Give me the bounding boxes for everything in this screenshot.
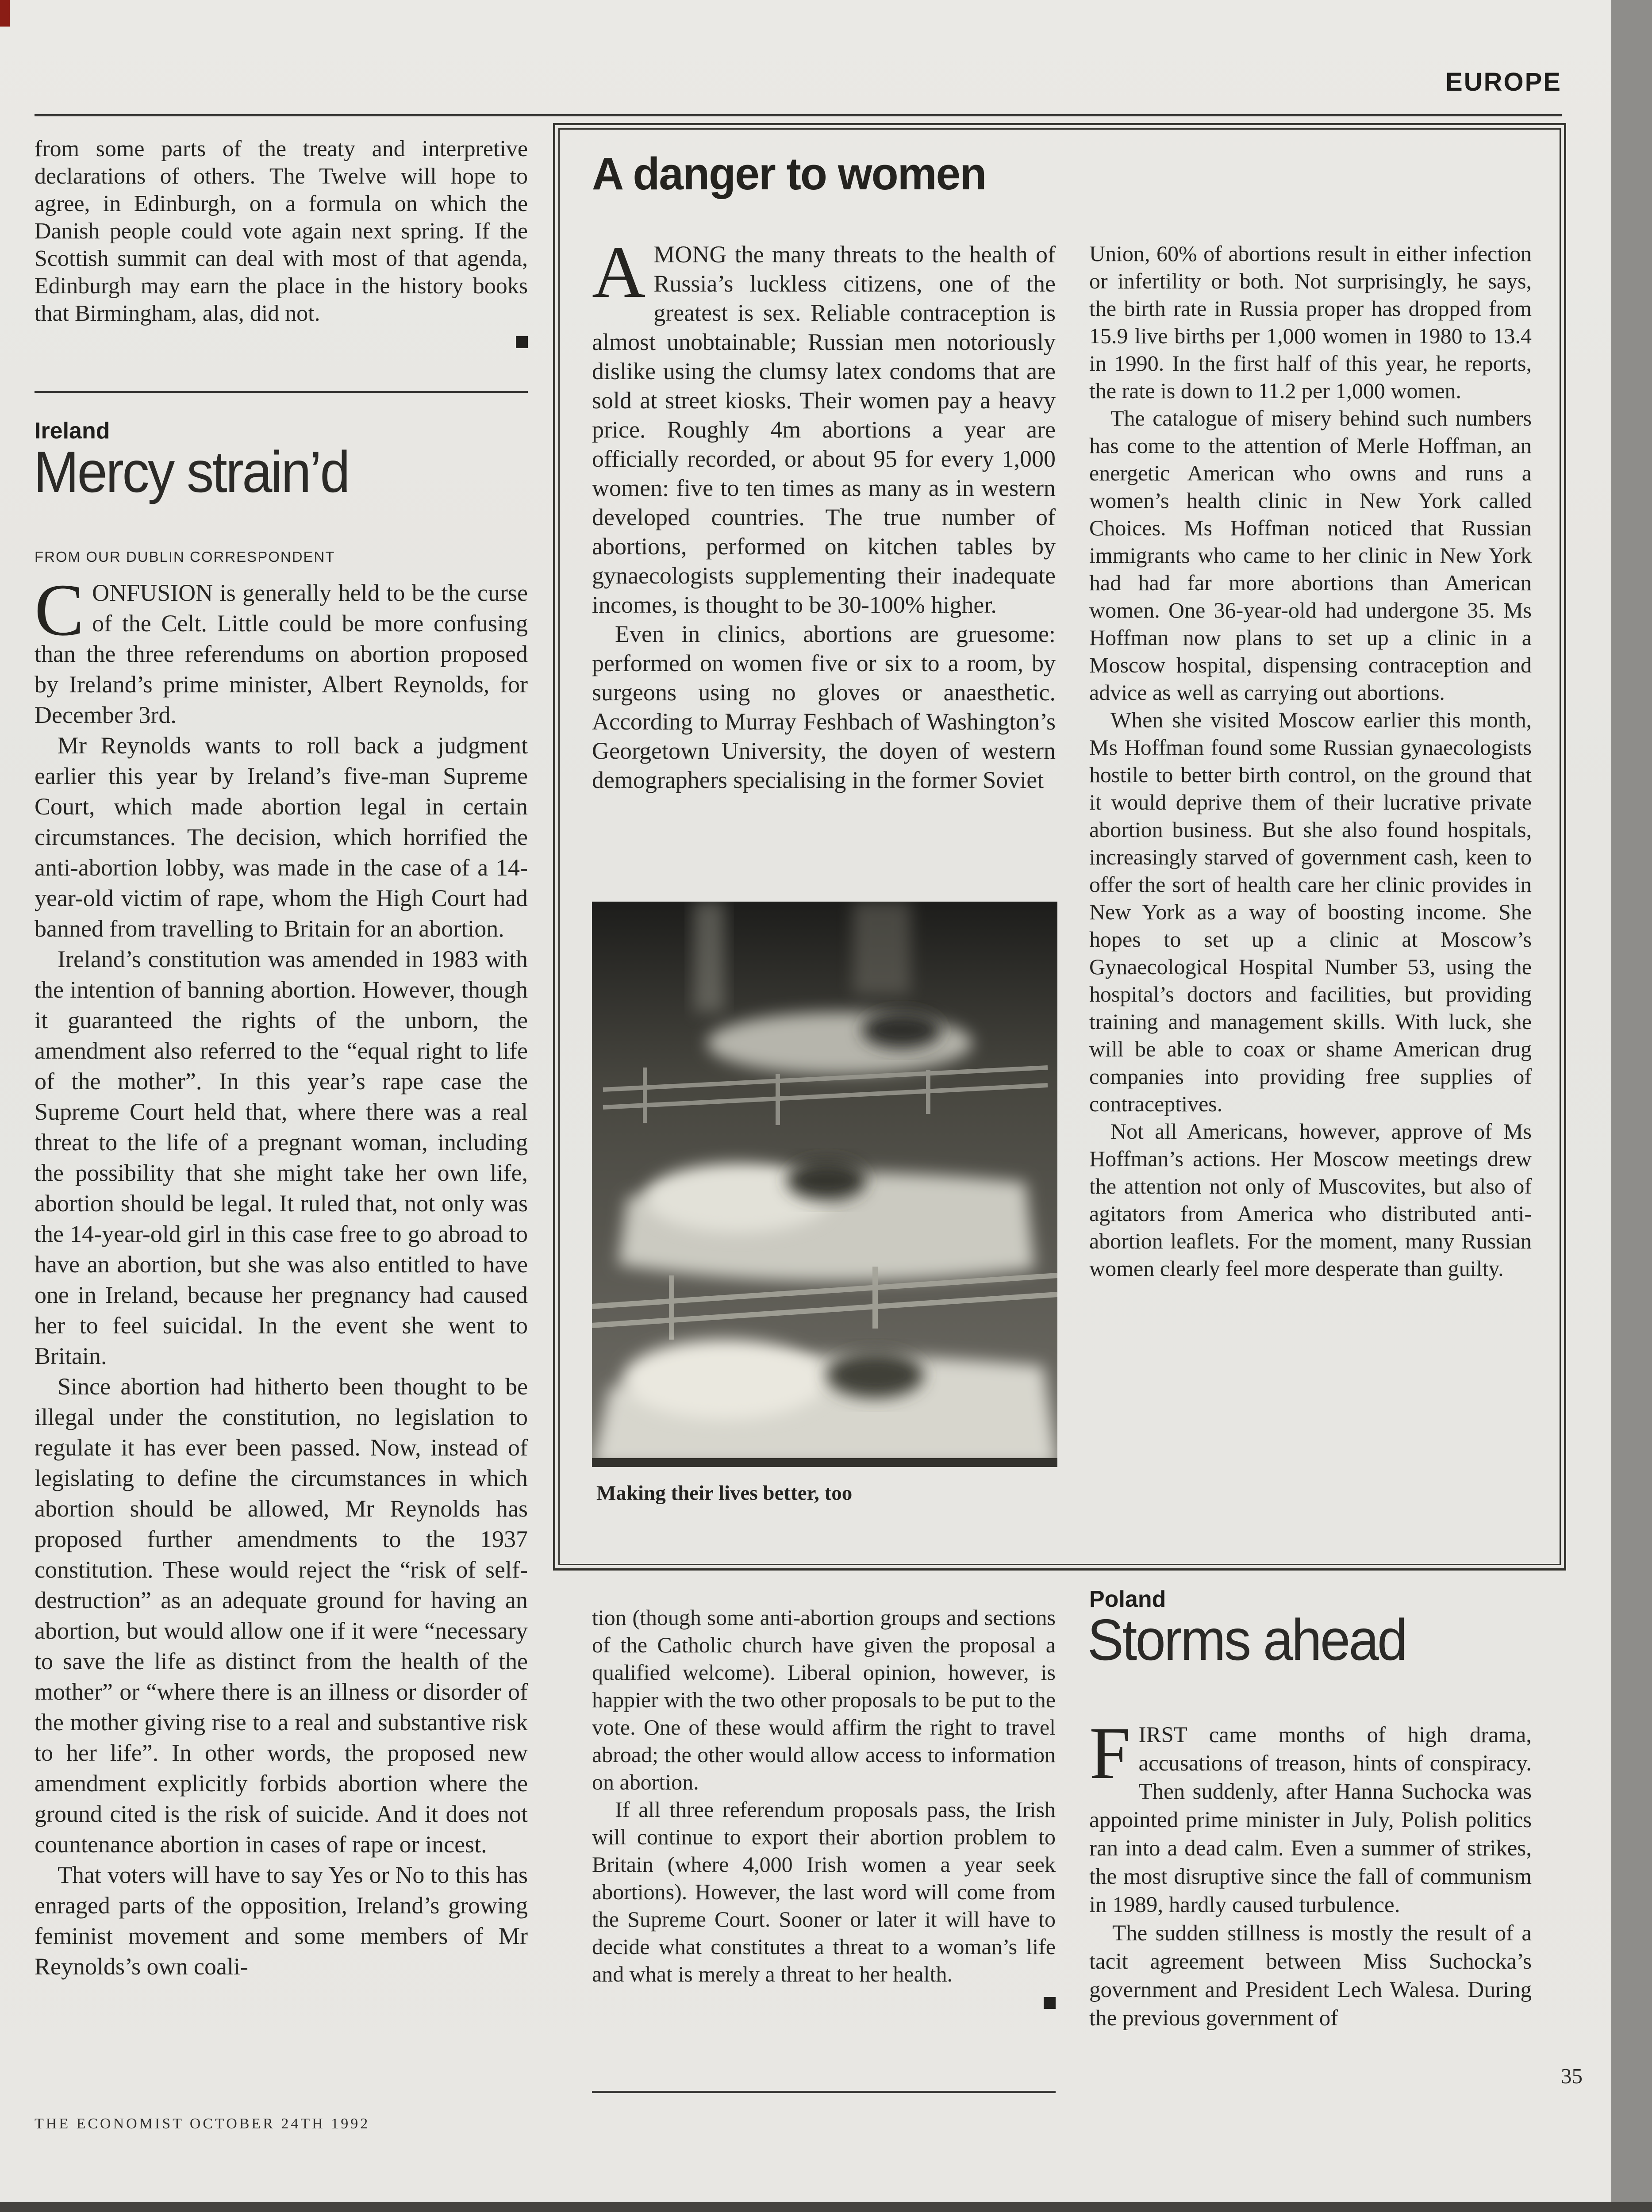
paragraph: Even in clinics, abortions are gruesome: performed on women five or six to a room, by surgeons using no gloves or anaesthetic. According to Murray Feshbach of Washington’s Georgetown University, the doyen of western demographers specialising in the former Soviet (592, 621, 1056, 793)
paragraph: When she visited Moscow earlier this month, Ms Hoffman found some Russian gynaecologists hostile to better birth control, on the ground that it would deprive them of their lucrative private abortion business. But she also found hospitals, increasingly starved of government cash, keen to offer the sort of health care her clinic provides in New York as a way of boosting income. She hopes to set up a clinic at Moscow’s Gynaecological Hospital Number 53, using the hospital’s doctors and facilities, but providing training and management skills. With luck, she will be able to coax or shame American drug companies into providing free supplies of contraceptives. (1089, 707, 1532, 1116)
paragraph: Ireland’s constitution was amended in 1983 with the intention of banning abortion. However, though it guaranteed the rights of the unborn, the amendment also referred to the “equal right to life of the mother”. In this year’s rape case the Supreme Court held that, where there was a real threat to the life of a pregnant woman, including the possibility that she might take her own life, abortion should be legal. It ruled that, not only was the 14-year-old girl in this case free to go abroad to have an abortion, but she was also entitled to have one in Ireland, because her pregnancy had caused her to feel suicidal. In the event she went to Britain. (35, 946, 528, 1369)
page-number: 35 (1561, 2064, 1583, 2088)
paragraph: from some parts of the treaty and interpretive declarations of others. The Twelve will hope to agree, in Edinburgh, on a formula on which the Danish people could vote again next spring. If the Scottish summit can deal with most of that agenda, Edinburgh may earn the place in the history books that Birmingham, alas, did not. (35, 136, 528, 326)
end-of-article-line (35, 327, 528, 345)
ireland-article-continuation (592, 1604, 1056, 2005)
paragraph: Since abortion had hitherto been thought to be illegal under the constitution, no legislation to regulate it has ever been passed. Now, instead of legislating to define the circumstances in which abortion should be allowed, Mr Reynolds has proposed further amendments to the 1937 constitution. These would reject the “risk of self-destruction” as an adequate ground for having an abortion, but would allow one if it were “necessary to save the life as distinct from the health of the mother” or “where there is an illness or disorder of the mother giving rise to a real and substantive risk to her life”. In other words, the proposed new amendment explicitly forbids abortion where the ground cited is the risk of suicide. And it does not countenance abortion in cases of rape or incest. (35, 1373, 528, 1858)
lead-paragraph (1089, 1712, 1532, 1919)
paragraph: The sudden stillness is mostly the result of a tacit agreement between Miss Suchocka’s government and President Lech Walesa. During the previous government of (1089, 1921, 1532, 2031)
end-of-article-icon (1044, 1997, 1056, 2009)
previous-article-continuation (35, 135, 528, 345)
danger-article-column-2 (1089, 240, 1532, 1282)
article-divider-rule (35, 391, 528, 393)
lead-paragraph (35, 569, 528, 730)
lead-text: MONG the many threats to the health of Russia’s luckless citizens, one of the greatest is sex. Reliable contraception is almost unobtainable; Russian men notoriously dislike using the clumsy latex condoms that are sold at street kiosks. Their women pay a heavy price. Roughly 4m abortions a year are officially recorded, or about 95 for every 1,000 women: five to ten times as many as in western developed countries. The true number of abortions, performed on kitchen tables by gynaecologists supplementing their inadequate incomes, is thought to be 30-100% higher. (592, 241, 1056, 618)
dropcap: A (592, 231, 646, 313)
paragraph: tion (though some anti-abortion groups and sections of the Catholic church have given the proposal a qualified welcome). Liberal opinion, however, is happier with the two other proposals to be put to the vote. One of these would affirm the right to travel abroad; the other would allow access to information on abortion. (592, 1605, 1056, 1794)
ireland-article-body (35, 569, 528, 1982)
footer-issue-line: THE ECONOMIST OCTOBER 24TH 1992 (35, 2116, 370, 2132)
dropcap: F (1089, 1712, 1131, 1794)
scan-red-mark (0, 0, 10, 27)
header-rule (35, 114, 1562, 116)
end-of-article-icon (516, 336, 528, 348)
lead-text: IRST came months of high drama, accusations of treason, hints of conspiracy. Then suddenly, after Hanna Suchocka was appointed prime minister in July, Polish politics ran into a dead calm. Even a summer of strikes, the most disruptive since the fall of communism in 1989, hardly caused turbulence. (1089, 1723, 1532, 1917)
dropcap: C (35, 569, 85, 651)
paragraph: Union, 60% of abortions result in either infection or infertility or both. Not surprisingly, he says, the birth rate in Russia proper has dropped from 15.9 live births per 1,000 women in 1980 to 13.4 in 1990. In the first half of this year, he reports, the rate is down to 11.2 per 1,000 women. (1089, 241, 1532, 403)
headline-ireland: Mercy strain’d (34, 439, 349, 504)
paragraph: That voters will have to say Yes or No to this has enraged parts of the opposition, Ireland’s growing feminist movement and some members of Mr Reynolds’s own coali- (35, 1862, 528, 1980)
hospital-beds-photo (592, 902, 1057, 1467)
end-of-article-line (592, 1988, 1056, 2005)
lead-paragraph (592, 231, 1056, 619)
scan-edge-strip (1611, 0, 1652, 2212)
paragraph: If all three referendum proposals pass, the Irish will continue to export their abortion problem to Britain (where 4,000 Irish women a year seek abortions). However, the last word will come from the Supreme Court. Sooner or later it will have to decide what constitutes a threat to a woman’s life and what is merely a threat to her health. (592, 1797, 1056, 1986)
article-divider-rule (592, 2091, 1056, 2093)
byline-ireland: FROM OUR DUBLIN CORRESPONDENT (35, 549, 335, 565)
kicker-ireland: Ireland (35, 418, 110, 444)
scan-bottom-strip (0, 2202, 1652, 2212)
paragraph: The catalogue of misery behind such numbers has come to the attention of Merle Hoffman, an energetic American who owns and runs a women’s health clinic in New York called Choices. Ms Hoffman noticed that Russian immigrants who came to her clinic in New York had had far more abortions than American women. One 36-year-old had undergone 35. Ms Hoffman now plans to set up a clinic in a Moscow hospital, dispensing contraception and advice as well as carrying out abortions. (1089, 406, 1532, 705)
headline-danger: A danger to women (592, 148, 986, 199)
photo-caption: Making their lives better, too (596, 1482, 853, 1505)
paragraph: Mr Reynolds wants to roll back a judgment earlier this year by Ireland’s five-man Supreme Court, which made abortion legal in certain circumstances. The decision, which horrified the anti-abortion lobby, was made in the case of a 14-year-old victim of rape, whom the High Court had banned from travelling to Britain for an abortion. (35, 732, 528, 942)
danger-article-column-1 (592, 231, 1056, 795)
lead-text: ONFUSION is generally held to be the curse of the Celt. Little could be more confusing than the three referendums on abortion proposed by Ireland’s prime minister, Albert Reynolds, for December 3rd. (35, 580, 528, 728)
section-header: EUROPE (1445, 68, 1562, 96)
kicker-poland: Poland (1089, 1586, 1166, 1612)
headline-poland: Storms ahead (1087, 1607, 1406, 1672)
paragraph: Not all Americans, however, approve of Ms Hoffman’s actions. Her Moscow meetings drew the attention not only of Muscovites, but also of agitators from America who distributed anti-abortion leaflets. For the moment, many Russian women clearly feel more desperate than guilty. (1089, 1119, 1532, 1281)
poland-article-body (1089, 1712, 1532, 2032)
